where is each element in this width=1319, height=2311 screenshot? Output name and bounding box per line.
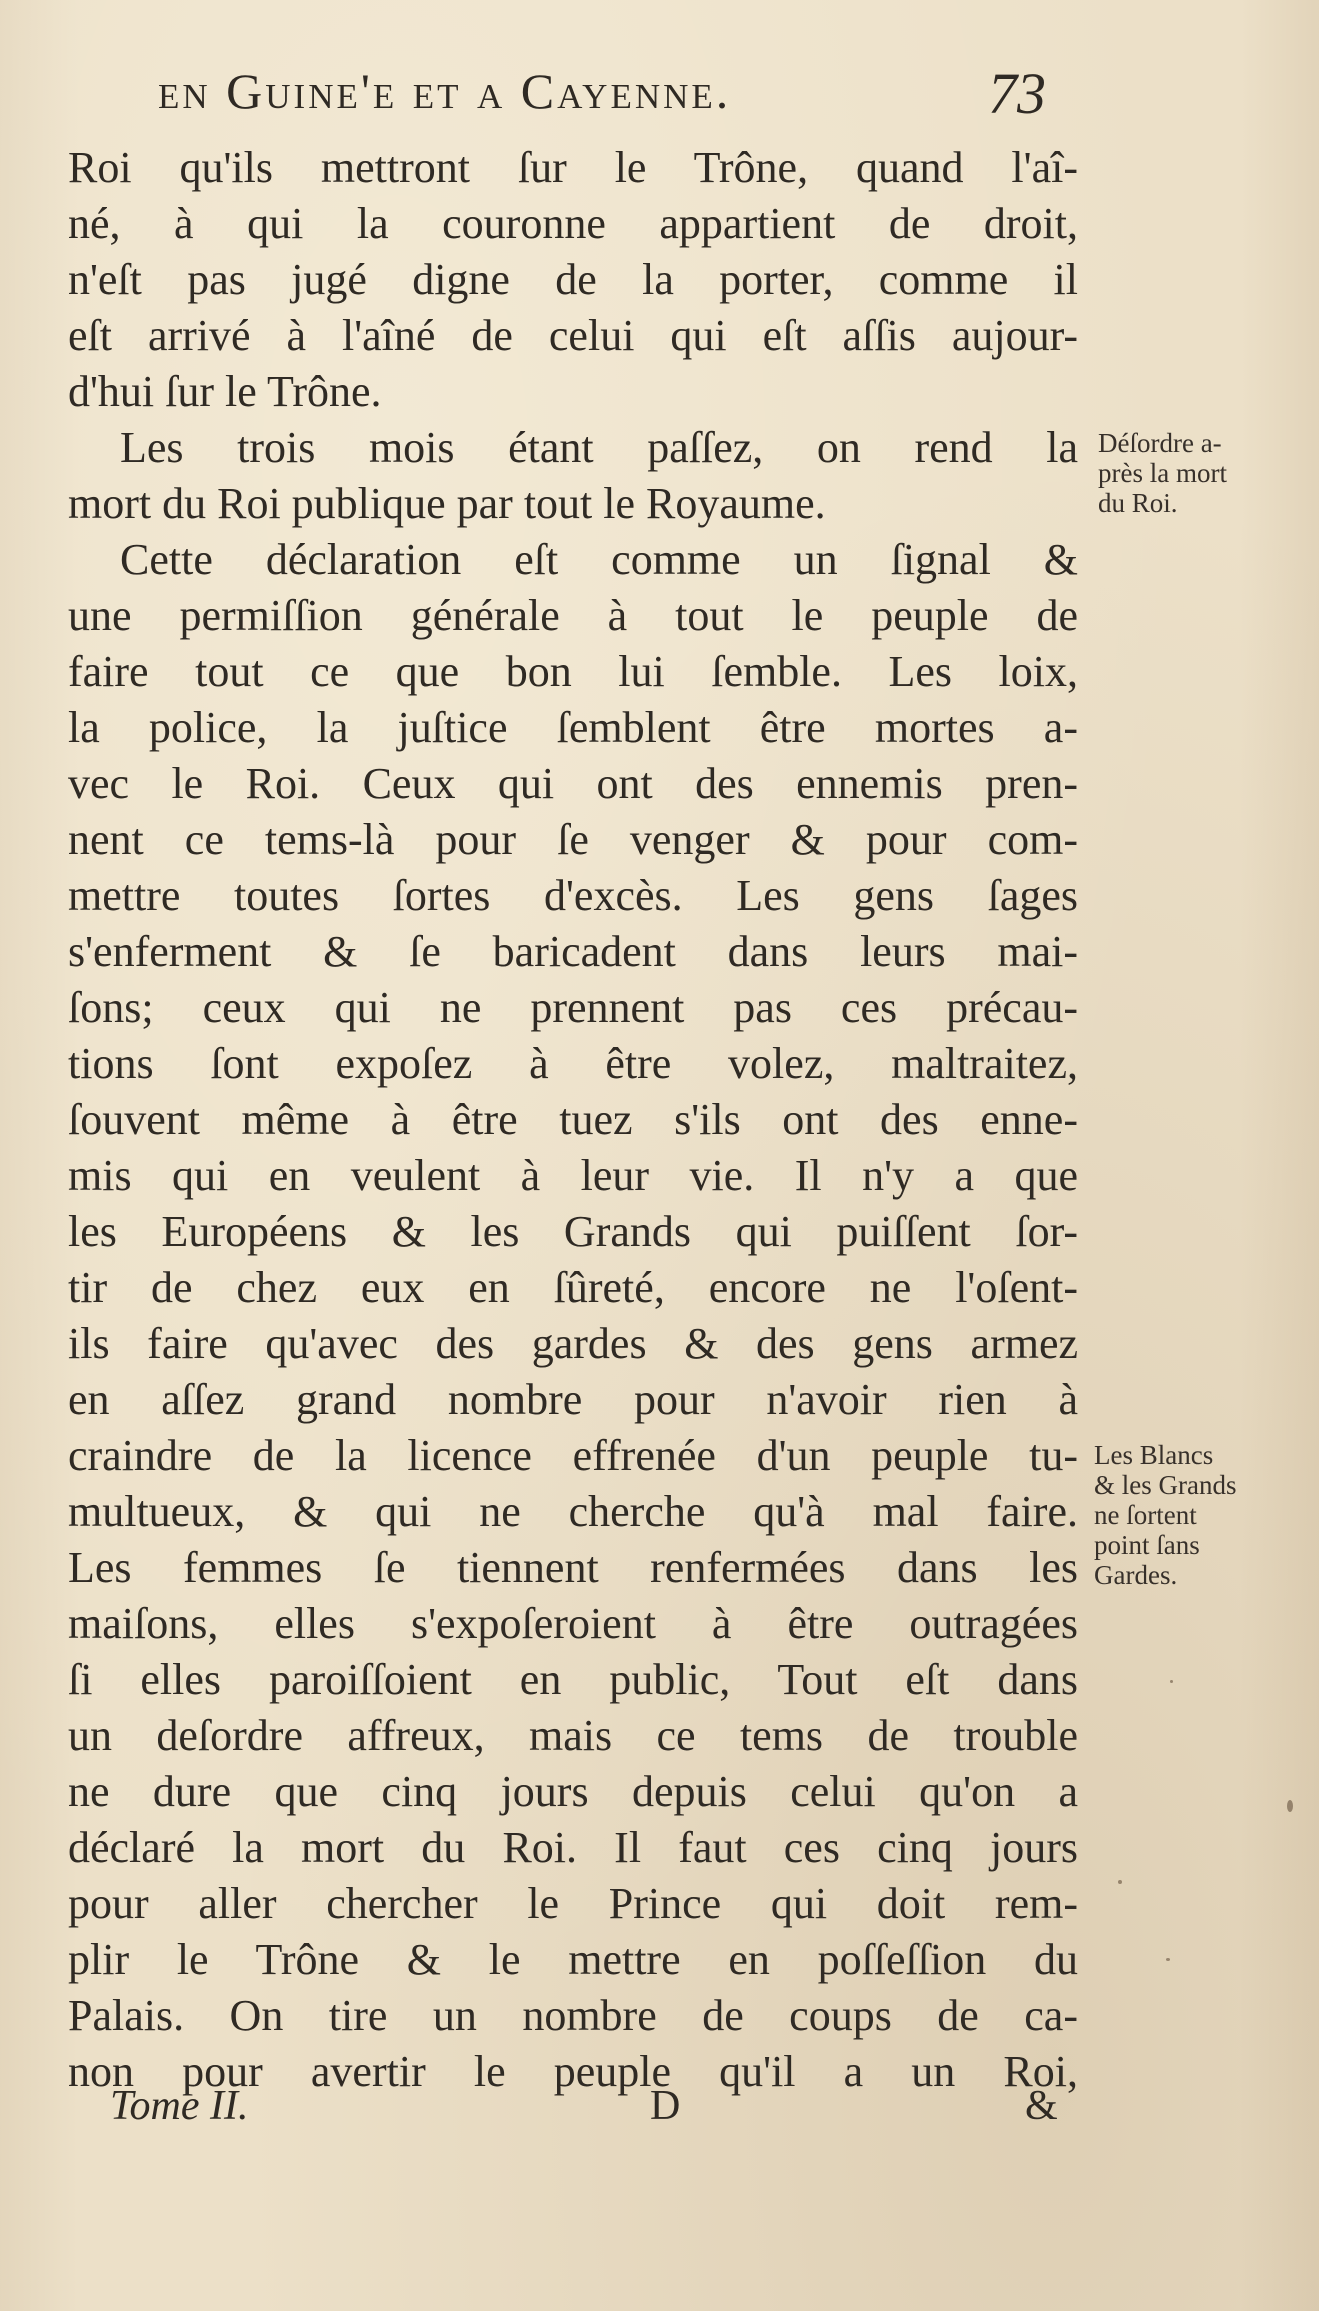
text-line: ſi elles paroiſſoient en public, Tout eſt dans bbox=[68, 1655, 1078, 1704]
margin-note-line: près la mort bbox=[1098, 458, 1227, 488]
gathering-signature: D bbox=[650, 2083, 681, 2129]
paper-speck bbox=[1166, 1958, 1170, 1961]
running-title: en Guine'e et a Cayenne. bbox=[158, 63, 732, 119]
text-line: ne dure que cinq jours depuis celui qu'on a bbox=[68, 1767, 1078, 1816]
text-line: ſouvent même à être tuez s'ils ont des enne- bbox=[68, 1095, 1078, 1144]
text-line: pour aller chercher le Prince qui doit rem- bbox=[68, 1879, 1078, 1928]
text-line: d'hui ſur le Trône. bbox=[68, 367, 382, 416]
text-line: tir de chez eux en ſûreté, encore ne l'oſent- bbox=[68, 1263, 1078, 1312]
text-line: multueux, & qui ne cherche qu'à mal faire. bbox=[68, 1487, 1078, 1536]
text-line: plir le Trône & le mettre en poſſeſſion du bbox=[68, 1935, 1078, 1984]
catchword: & bbox=[1025, 2083, 1058, 2129]
text-line: une permiſſion générale à tout le peuple de bbox=[68, 591, 1078, 640]
margin-note-line: & les Grands bbox=[1094, 1470, 1237, 1500]
text-line: mort du Roi publique par tout le Royaume. bbox=[68, 479, 826, 528]
text-line: nent ce tems-là pour ſe venger & pour com- bbox=[68, 815, 1078, 864]
paper-speck bbox=[1118, 1880, 1122, 1884]
margin-note-line: Gardes. bbox=[1094, 1560, 1178, 1590]
paper-speck bbox=[1170, 1680, 1173, 1683]
text-line: ils faire qu'avec des gardes & des gens armez bbox=[68, 1319, 1078, 1368]
text-line: faire tout ce que bon lui ſemble. Les loix, bbox=[68, 647, 1078, 696]
text-line: Cette déclaration eſt comme un ſignal & bbox=[120, 535, 1078, 584]
text-line: eſt arrivé à l'aîné de celui qui eſt aſſis aujour- bbox=[68, 311, 1078, 360]
margin-note-guards bbox=[1094, 1440, 1236, 1590]
text-line: Roi qu'ils mettront ſur le Trône, quand l'aî- bbox=[68, 143, 1078, 192]
running-head bbox=[158, 62, 1078, 132]
volume-signature: Tome II. bbox=[110, 2083, 249, 2129]
text-line: vec le Roi. Ceux qui ont des ennemis pren- bbox=[68, 759, 1078, 808]
text-line: les Européens & les Grands qui puiſſent ſor- bbox=[68, 1207, 1078, 1256]
text-line: mettre toutes ſortes d'excès. Les gens ſages bbox=[68, 871, 1078, 920]
body-text bbox=[68, 140, 1078, 2100]
margin-note-line: du Roi. bbox=[1098, 488, 1178, 518]
text-line: un deſordre affreux, mais ce tems de trouble bbox=[68, 1711, 1078, 1760]
text-line: la police, la juſtice ſemblent être mortes a- bbox=[68, 703, 1078, 752]
text-line: déclaré la mort du Roi. Il faut ces cinq jours bbox=[68, 1823, 1078, 1872]
text-line: tions ſont expoſez à être volez, maltraitez, bbox=[68, 1039, 1078, 1088]
margin-note-line: Déſordre a- bbox=[1098, 428, 1222, 458]
text-line: en aſſez grand nombre pour n'avoir rien à bbox=[68, 1375, 1078, 1424]
text-line: Les femmes ſe tiennent renfermées dans les bbox=[68, 1543, 1078, 1592]
margin-note-line: Les Blancs bbox=[1094, 1440, 1214, 1470]
text-line: n'eſt pas jugé digne de la porter, comme il bbox=[68, 255, 1078, 304]
paper-speck bbox=[1287, 1800, 1293, 1812]
page-footer bbox=[110, 2082, 1080, 2142]
margin-note-disorder bbox=[1098, 428, 1227, 518]
text-line: s'enferment & ſe baricadent dans leurs mai- bbox=[68, 927, 1078, 976]
text-line: craindre de la licence effrenée d'un peuple tu- bbox=[68, 1431, 1078, 1480]
text-line: Les trois mois étant paſſez, on rend la bbox=[120, 423, 1078, 472]
text-line: mis qui en veulent à leur vie. Il n'y a que bbox=[68, 1151, 1078, 1200]
page-number: 73 bbox=[988, 61, 1046, 126]
text-line: ſons; ceux qui ne prennent pas ces précau- bbox=[68, 983, 1078, 1032]
text-line: maiſons, elles s'expoſeroient à être outragées bbox=[68, 1599, 1078, 1648]
text-line: non pour avertir le peuple qu'il a un Roi, bbox=[68, 2047, 1078, 2096]
text-line: né, à qui la couronne appartient de droit, bbox=[68, 199, 1078, 248]
margin-note-line: point ſans bbox=[1094, 1530, 1200, 1560]
margin-note-line: ne ſortent bbox=[1094, 1500, 1197, 1530]
text-line: Palais. On tire un nombre de coups de ca- bbox=[68, 1991, 1078, 2040]
